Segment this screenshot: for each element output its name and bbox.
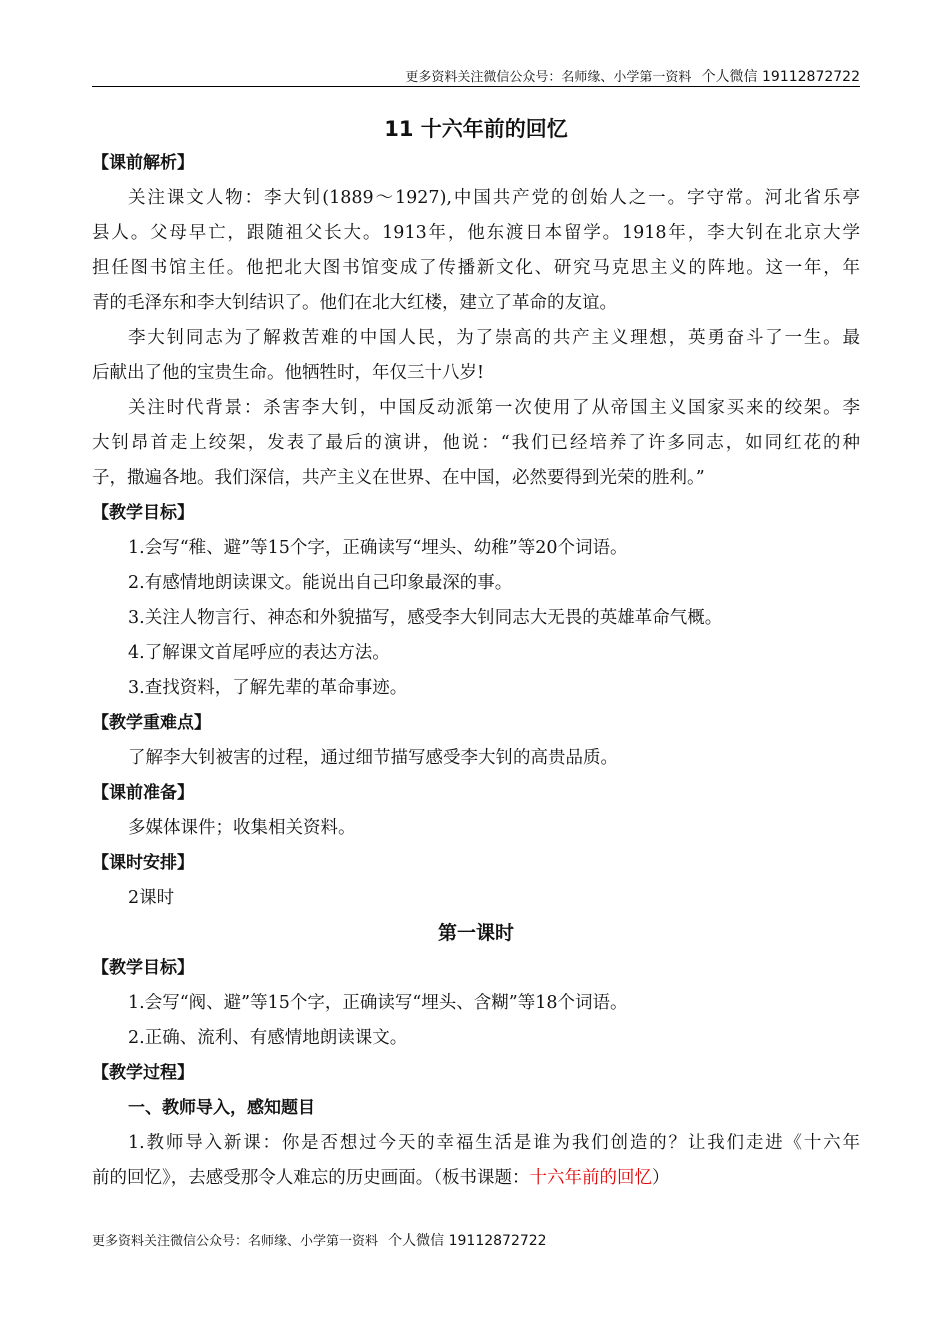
page-footer xyxy=(92,1230,547,1250)
objective-item: 1.会写“阀、避”等15个字，正确读写“埋头、含糊”等18个词语。 xyxy=(128,993,628,1013)
objective-item: 3.关注人物言行、神态和外貌描写，感受李大钊同志大无畏的英雄革命气概。 xyxy=(128,608,723,628)
footer-wechat: 个人微信 19112872722 xyxy=(388,1233,547,1249)
objective-item: 1.会写“稚、避”等15个字，正确读写“埋头、幼稚”等20个词语。 xyxy=(128,538,628,558)
objective-item: 3.查找资料，了解先辈的革命事迹。 xyxy=(128,678,408,698)
objectives-heading: 【教学目标】 xyxy=(92,503,194,523)
paragraph-line: 李大钊同志为了解救苦难的中国人民，为了崇高的共产主义理想，英勇奋斗了一生。最 xyxy=(128,328,860,348)
step-title: 一、教师导入，感知题目 xyxy=(128,1098,315,1118)
key-points-heading: 【教学重难点】 xyxy=(92,713,211,733)
first-lesson-title: 第一课时 xyxy=(437,922,514,944)
objective-item: 2.正确、流利、有感情地朗读课文。 xyxy=(128,1028,408,1048)
preparation-text: 多媒体课件；收集相关资料。 xyxy=(128,818,356,838)
line-suffix: ） xyxy=(652,1168,670,1188)
paragraph-line: 关注课文人物：李大钊(1889～1927),中国共产党的创始人之一。字守常。河北省乐亭 xyxy=(128,188,860,208)
objective-item: 4.了解课文首尾呼应的表达方法。 xyxy=(128,643,390,663)
paragraph-line: 青的毛泽东和李大钊结识了。他们在北大红楼，建立了革命的友谊。 xyxy=(92,293,617,313)
paragraph-line: 关注时代背景：杀害李大钊，中国反动派第一次使用了从帝国主义国家买来的绞架。李 xyxy=(128,398,860,418)
header-divider xyxy=(92,86,860,87)
preparation-heading: 【课前准备】 xyxy=(92,783,194,803)
paragraph-line: 子，撒遍各地。我们深信，共产主义在世界、在中国，必然要得到光荣的胜利。” xyxy=(92,468,705,488)
schedule-heading: 【课时安排】 xyxy=(92,853,194,873)
line-prefix: 前的回忆》，去感受那令人难忘的历史画面。（板书课题： xyxy=(92,1168,530,1188)
process-heading: 【教学过程】 xyxy=(92,1063,194,1083)
paragraph-line: 1.教师导入新课：你是否想过今天的幸福生活是谁为我们创造的？让我们走进《十六年 xyxy=(128,1133,860,1153)
paragraph-line: 县人。父母早亡，跟随祖父长大。1913年，他东渡日本留学。1918年，李大钊在北京大学 xyxy=(92,223,860,243)
key-points-text: 了解李大钊被害的过程，通过细节描写感受李大钊的高贵品质。 xyxy=(128,748,618,768)
schedule-text: 2课时 xyxy=(128,888,175,908)
document-body xyxy=(92,146,860,1196)
page-header xyxy=(92,66,860,86)
first-lesson-objectives-heading: 【教学目标】 xyxy=(92,958,194,978)
lesson-title: 11 十六年前的回忆 xyxy=(384,117,568,141)
paragraph-line: 后献出了他的宝贵生命。他牺牲时，年仅三十八岁! xyxy=(92,363,485,383)
header-text: 更多资料关注微信公众号：名师缘、小学第一资料 xyxy=(405,70,692,85)
objective-item: 2.有感情地朗读课文。能说出自己印象最深的事。 xyxy=(128,573,513,593)
footer-text: 更多资料关注微信公众号：名师缘、小学第一资料 xyxy=(92,1234,379,1249)
paragraph-line: 大钊昂首走上绞架，发表了最后的演讲，他说：“我们已经培养了许多同志，如同红花的种 xyxy=(92,433,860,453)
header-wechat: 个人微信 19112872722 xyxy=(701,69,860,85)
paragraph-line: 担任图书馆主任。他把北大图书馆变成了传播新文化、研究马克思主义的阵地。这一年，年 xyxy=(92,258,860,278)
blackboard-title-highlight: 十六年前的回忆 xyxy=(529,1168,652,1188)
pre-analysis-heading: 【课前解析】 xyxy=(92,153,194,173)
paragraph-line-with-highlight xyxy=(92,1161,860,1196)
